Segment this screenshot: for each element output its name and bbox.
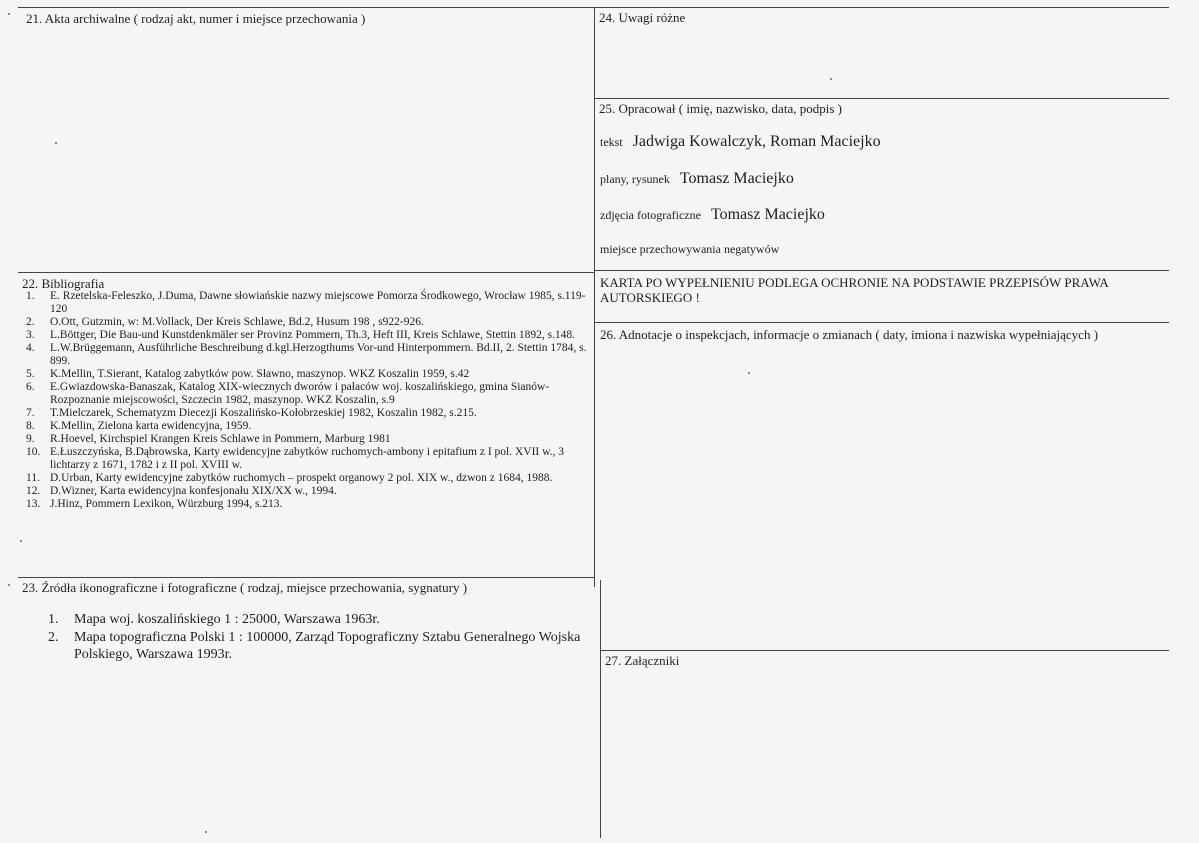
archive-section-title: 21. Akta archiwalne ( rodzaj akt, numer i miejsce przechowania ) — [26, 11, 366, 26]
list-item — [22, 433, 594, 446]
item-number: 12. — [26, 485, 41, 497]
text-author-row — [600, 133, 881, 151]
item-text: Mapa woj. koszalińskiego 1 : 25000, Warszawa 1963r. — [74, 612, 380, 627]
item-number: 2. — [26, 316, 35, 328]
list-item — [22, 485, 594, 498]
list-item — [48, 611, 588, 628]
item-text: L.W.Brüggemann, Ausführliche Beschreibung d.kgl.Herzogthums Vor-und Hinterpommern. Bd.II, 2. Stettin 1784, s. 899. — [50, 342, 587, 367]
copyright-notice: KARTA PO WYPEŁNIENIU PODLEGA OCHRONIE NA PODSTAWIE PRZEPISÓW PRAWA AUTORSKIEGO ! — [600, 275, 1109, 305]
list-item — [22, 498, 594, 511]
list-item — [22, 420, 594, 433]
plans-label: plany, rysunek — [600, 172, 670, 186]
list-item — [48, 629, 588, 663]
list-item — [22, 290, 594, 316]
plans-author-name: Tomasz Maciejko — [679, 170, 794, 187]
bibliography-list — [22, 290, 594, 511]
item-number: 7. — [26, 407, 35, 419]
item-text: R.Hoevel, Kirchspiel Krangen Kreis Schlawe in Pommern, Marburg 1981 — [50, 433, 391, 445]
item-text: D.Urban, Karty ewidencyjne zabytków ruchomych – prospekt organowy 2 pol. XIX w., dzwon z 1684, 1988. — [50, 472, 553, 484]
text-label: tekst — [600, 135, 623, 149]
item-number: 11. — [26, 472, 40, 484]
scan-speck — [748, 372, 750, 374]
divider-24-25 — [595, 98, 1169, 99]
list-item — [22, 316, 594, 329]
item-text: T.Mielczarek, Schematyzm Diecezji Koszalińsko-Kołobrzeskiej 1982, Koszalin 1982, s.215. — [50, 407, 477, 419]
item-text: K.Mellin, T.Sierant, Katalog zabytków pow. Sławno, maszynop. WKZ Koszalin 1959, s.42 — [50, 368, 470, 380]
plans-author-row — [600, 170, 794, 188]
divider-26-27 — [601, 650, 1169, 651]
text-author-names: Jadwiga Kowalczyk, Roman Maciejko — [632, 133, 881, 150]
list-item — [22, 381, 594, 407]
item-number: 13. — [26, 498, 41, 510]
sources-section-title: 23. Źródła ikonograficzne i fotograficzne ( rodzaj, miejsce przechowania, sygnatury ) — [22, 580, 468, 595]
divider-25-notice — [595, 270, 1169, 271]
center-divider — [594, 7, 595, 587]
scan-speck — [8, 13, 10, 15]
scan-speck — [205, 831, 207, 833]
center-divider-lower — [600, 580, 601, 838]
item-number: 2. — [48, 630, 59, 645]
scan-speck — [55, 142, 57, 144]
photos-label: zdjęcia fotograficzne — [600, 208, 701, 222]
list-item — [22, 472, 594, 485]
divider-22-23 — [18, 577, 595, 578]
item-text: E.Gwiazdowska-Banaszak, Katalog XIX-wiecznych dworów i pałaców woj. koszalińskiego, gmina Sianów-Rozpoznanie miejscowości, Szczecin 1982, maszynop. WKZ Koszalin, s.9 — [50, 381, 550, 406]
inspections-section-title: 26. Adnotacje o inspekcjach, informacje o zmianach ( daty, imiona i nazwiska wypełniających ) — [600, 327, 1099, 342]
photos-author-row — [600, 206, 825, 224]
item-text: K.Mellin, Zielona karta ewidencyjna, 1959. — [50, 420, 252, 432]
item-number: 10. — [26, 446, 41, 458]
item-number: 5. — [26, 368, 35, 380]
list-item — [22, 368, 594, 381]
photos-author-name: Tomasz Maciejko — [710, 206, 825, 223]
item-text: L.Böttger, Die Bau-und Kunstdenkmäler ser Provinz Pommern, Th.3, Heft III, Kreis Schlawe, Stettin 1892, s.148. — [50, 329, 576, 341]
item-number: 1. — [48, 612, 59, 627]
item-number: 4. — [26, 342, 35, 354]
item-number: 9. — [26, 433, 35, 445]
divider-notice-26 — [595, 322, 1169, 323]
negatives-row — [600, 242, 779, 257]
prepared-section-title: 25. Opracował ( imię, nazwisko, data, podpis ) — [599, 101, 842, 116]
bibliography-section-title: 22. Bibliografia — [22, 276, 105, 291]
list-item — [22, 446, 594, 472]
item-number: 8. — [26, 420, 35, 432]
sources-list — [48, 611, 588, 664]
item-number: 1. — [26, 290, 35, 302]
item-number: 6. — [26, 381, 35, 393]
list-item — [22, 342, 594, 368]
scan-speck — [8, 584, 10, 586]
scan-speck — [20, 540, 22, 542]
item-text: E. Rzetelska-Feleszko, J.Duma, Dawne słowiańskie nazwy miejscowe Pomorza Środkowego, Wrocław 1985, s.119-120 — [50, 290, 586, 315]
list-item — [22, 407, 594, 420]
attachments-section-title: 27. Załączniki — [605, 653, 680, 668]
item-text: O.Ott, Gutzmin, w: M.Vollack, Der Kreis Schlawe, Bd.2, Husum 198 , s922-926. — [50, 316, 424, 328]
item-text: J.Hinz, Pommern Lexikon, Würzburg 1994, s.213. — [50, 498, 283, 510]
item-text: Mapa topograficzna Polski 1 : 100000, Zarząd Topograficzny Sztabu Generalnego Wojska Polskiego, Warszawa 1993r. — [74, 630, 581, 662]
item-text: E.Łuszczyńska, B.Dąbrowska, Karty ewidencyjne zabytków ruchomych-ambony i epitafium z I pol. XVII w., 3 lichtarzy z 1671, 1782 i z II pol. XVIII w. — [50, 446, 565, 471]
divider-21-22 — [18, 272, 595, 273]
negatives-label: miejsce przechowywania negatywów — [600, 242, 780, 256]
item-number: 3. — [26, 329, 35, 341]
item-text: D.Wizner, Karta ewidencyjna konfesjonału XIX/XX w., 1994. — [50, 485, 337, 497]
scan-speck — [830, 78, 832, 80]
remarks-section-title: 24. Uwagi różne — [599, 10, 686, 25]
list-item — [22, 329, 594, 342]
